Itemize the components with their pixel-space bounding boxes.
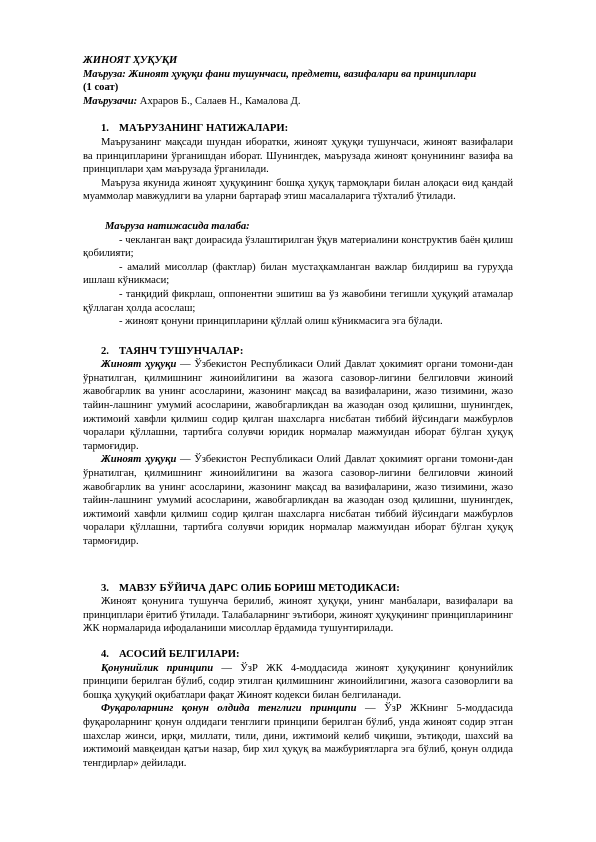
section-3-para: Жиноят қонунига тушунча берилиб, жиноят ҳуқуқи, унинг манбалари, вазифалари ва принциплари ёритиб ўтилади. Талабаларнинг эътибори, жиноят ҳуқуқининг принципларининг ЖК нормаларида ифодаланиши мисоллар ёрдамида тушунтирилади. [83, 596, 513, 635]
authors-line [83, 95, 513, 109]
lecture-label: Маъруза: [83, 68, 126, 80]
definition-term: Жиноят ҳуқуқи [101, 454, 177, 466]
section-1-heading: 1. МАЪРУЗАНИНГ НАТИЖАЛАРИ: [101, 123, 289, 135]
principle-legality [83, 662, 513, 703]
document-title: ЖИНОЯТ ҲУҚУҚИ [83, 55, 178, 66]
authors-label: Маърузачи: [83, 95, 138, 107]
authors: Ахраров Б., Салаев Н., Камалова Д. [139, 95, 301, 107]
result-item: - танқидий фикрлаш, оппонентни эшитиш ва ўз жавобини тегишли ҳуқуқий атамалар қўллаган ҳолда асослаш; [83, 288, 513, 314]
lecture-title: Жиноят ҳуқуқи фани тушунчаси, предмети, вазифалари ва принциплари [128, 68, 477, 80]
definition-text: — Ўзбекистон Республикаси Олий Давлат ҳокимият органи томони-дан ўрнатилган, қилмишнинг жиноийлигини ва жазога сазовор-лигини белгиловчи жиноий жавобгарлик ва унинг асосларини, жазонинг мақсад ва вазифаларини, жазо тизимини, жазо тайин-лашнинг умумий асосларини, жавобгарликдан ва жазодан озод қилишни, шунингдек, ижтимоий хавфли қилмиш содир қилган шахсларга нисбатан тиббий йўсиндаги мажбурлов чоралари қўллашни, тартибга солувчи юридик нормалар мажмуидан иборат бўлган ҳуқуқ тармоғидир. [83, 454, 513, 547]
section-3-heading: 3. МАВЗУ БЎЙИЧА ДАРС ОЛИБ БОРИШ МЕТОДИКАСИ: [101, 582, 400, 594]
definition-term: Жиноят ҳуқуқи [101, 359, 177, 371]
definition-1 [83, 358, 513, 453]
results-title: Маъруза натижасида талаба: [105, 220, 250, 232]
principle-equality [83, 702, 513, 770]
section-4-heading: 4. АСОСИЙ БЕЛГИЛАРИ: [101, 648, 240, 660]
principle-term: Қонунийлик принципи [101, 662, 214, 674]
result-item: - жиноят қонуни принципларини қўллай олиш кўникмасига эга бўлади. [119, 316, 443, 328]
section-2-heading: 2. ТАЯНЧ ТУШУНЧАЛАР: [101, 345, 244, 357]
lecture-line [83, 68, 513, 82]
result-item: - чекланган вақт доирасида ўзлаштирилган ўқув материалини конструктив баён қилиш қобилияти; [83, 234, 513, 260]
section-1-para-1: Маърузанинг мақсади шундан иборатки, жиноят ҳуқуқи тушунчаси, жиноят вазифалари ва принципларини ўрганишдан иборат. Шунингдек, маърузада жиноят қонунининг вазифа ва принциплари ҳам маърузада ўрганилади. [83, 136, 513, 176]
principle-text: — ЎзР ЖК 4-моддасида жиноят ҳуқуқининг қонунийлик принципи берилган бўлиб, содир этилган қилмишнинг жиноийлигини, жазога сазоворлиги ва бошқа ҳуқуқий оқибатлари фақат Жиноят кодекси билан белгиланади. [83, 662, 514, 701]
definition-text: — Ўзбекистон Республикаси Олий Давлат ҳокимият органи томони-дан ўрнатилган, қилмишнинг жиноийлигини ва жазога сазовор-лигини белгиловчи жиноий жавобгарлик ва унинг асосларини, жазонинг мақсад ва вазифаларини, жазо тизимини, жазо тайин-лашнинг умумий асосларини, жавобгарликдан ва жазодан озод қилишни, шунингдек, ижтимоий хавфли қилмиш содир қилган шахсларга нисбатан тиббий йўсиндаги мажбурлов чоралари қўллашни, тартибга солувчи юридик нормалар мажмуидан иборат бўлган ҳуқуқ тармоғидир. [83, 359, 513, 452]
principle-text: — ЎзР ЖКнинг 5-моддасида фуқароларнинг қонун олдидаги тенглиги принципи берилган бўлиб, унда жиноят содир этган шахслар жинси, ирқи, миллати, тили, дини, ижтимоий келиб чиқиши, эътиқоди, шахсий ва ижтимоий мавқеидан қатъи назар, бир хил ҳуқуқ ва мажбуриятларга эга бўлиб, қонун олдида тенгдирлар» дейилади. [83, 703, 513, 769]
result-item: - амалий мисоллар (фактлар) билан мустаҳкамланган важлар билдириш ва гуруҳда ишлаш кўникмаси; [83, 261, 513, 287]
principle-term: Фуқароларнинг қонун олдида тенглиги принципи [101, 703, 357, 715]
spacer [83, 549, 513, 573]
definition-2 [83, 453, 513, 548]
section-1-para-2: Маъруза якунида жиноят ҳуқуқининг бошқа ҳуқуқ тармоқлари билан алоқаси өид қандай муаммолар мавжудлиги ва уларни бартараф этиш масалаларига тўхталиб ўтилади. [83, 177, 513, 203]
lecture-hours: (1 соат) [83, 82, 119, 94]
